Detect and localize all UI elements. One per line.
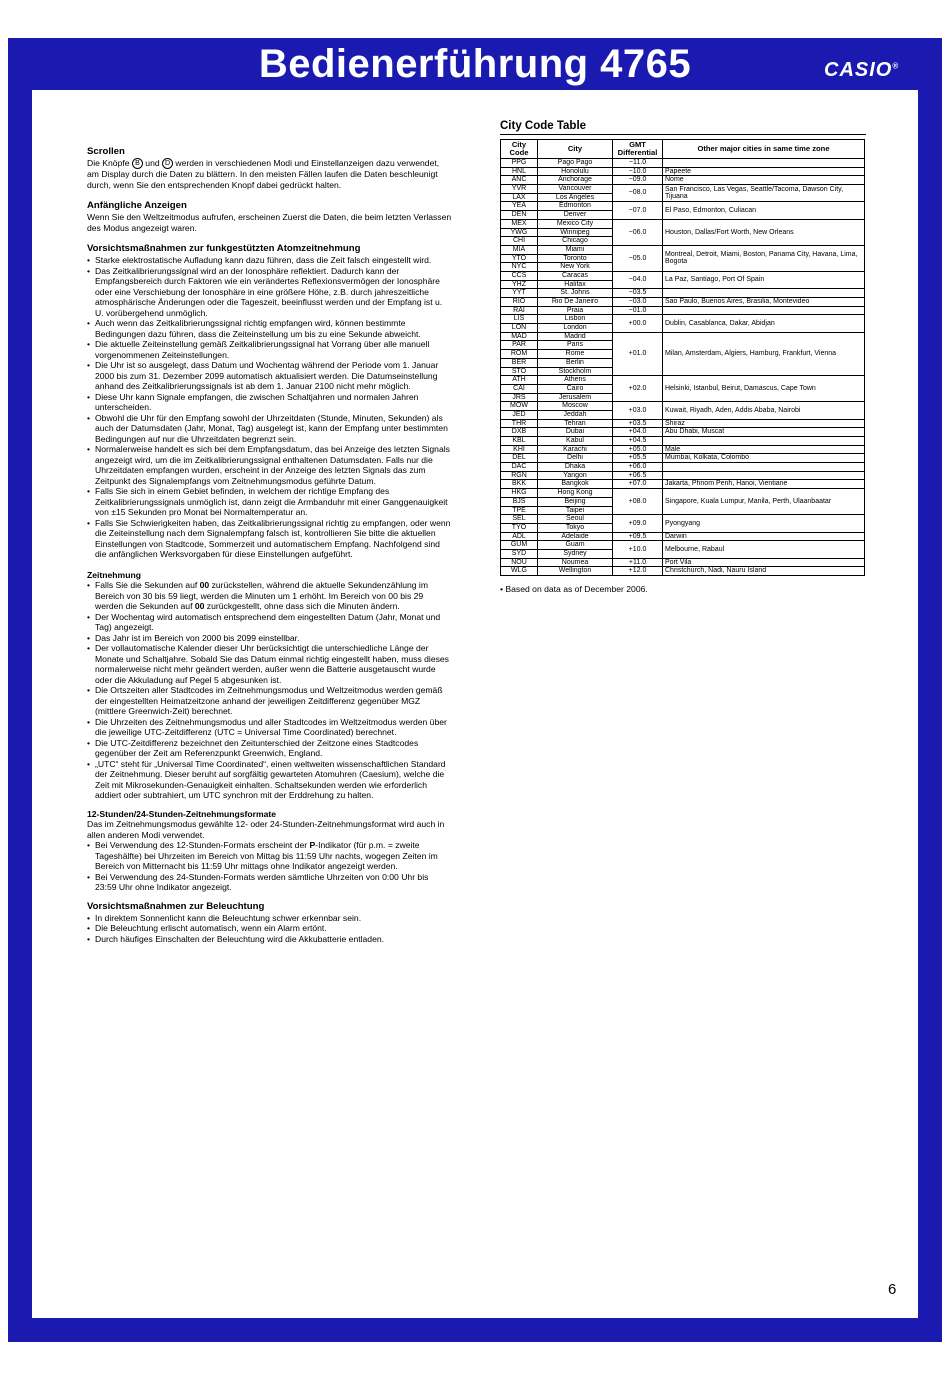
city-code-cell: CHI bbox=[501, 237, 538, 246]
other-cities-cell: Darwin bbox=[663, 532, 865, 541]
city-name-cell: Bangkok bbox=[538, 480, 613, 489]
city-name-cell: Praia bbox=[538, 306, 613, 315]
city-code-cell: LAX bbox=[501, 193, 538, 202]
section-scrollen bbox=[87, 146, 452, 190]
city-code-cell: WLG bbox=[501, 567, 538, 576]
bullet-list bbox=[87, 840, 452, 893]
other-cities-cell: Christchurch, Nadi, Nauru Island bbox=[663, 567, 865, 576]
text-run: zurückgestellt, ohne dass sich die Minuten ändern. bbox=[204, 601, 400, 612]
other-cities-cell: Milan, Amsterdam, Algiers, Hamburg, Frankfurt, Vienna bbox=[663, 332, 865, 375]
list-item: • Der Wochentag wird automatisch entsprechend dem eingestellten Datum (Jahr, Monat und Tag) angezeigt. bbox=[87, 612, 452, 633]
other-cities-cell: Mumbai, Kolkata, Colombo bbox=[663, 454, 865, 463]
city-name-cell: Seoul bbox=[538, 515, 613, 524]
table-row bbox=[501, 541, 865, 550]
section-heading: Vorsichtsmaßnahmen zur Beleuchtung bbox=[87, 900, 265, 912]
city-code-cell: MAD bbox=[501, 332, 538, 341]
gmt-differential-cell: +09.5 bbox=[613, 532, 663, 541]
right-column bbox=[500, 120, 866, 594]
city-name-cell: Kabul bbox=[538, 437, 613, 446]
table-row bbox=[501, 315, 865, 324]
list-item: • Auch wenn das Zeitkalibrierungssignal richtig empfangen wird, können bestimmte Bedingungen dazu führen, dass die Zeiteinstellung um bis zu eine Sekunde abweicht. bbox=[87, 318, 452, 339]
gmt-differential-cell: −05.0 bbox=[613, 245, 663, 271]
city-code-cell: PAR bbox=[501, 341, 538, 350]
gmt-differential-cell: −08.0 bbox=[613, 185, 663, 202]
section-zeitformate bbox=[87, 809, 452, 893]
gmt-differential-cell: −11.0 bbox=[613, 159, 663, 168]
city-code-cell: HNL bbox=[501, 167, 538, 176]
city-name-cell: Jeddah bbox=[538, 410, 613, 419]
other-cities-cell: Houston, Dallas/Fort Worth, New Orleans bbox=[663, 219, 865, 245]
section-heading: Scrollen bbox=[87, 146, 125, 157]
city-code-table bbox=[500, 139, 865, 576]
city-name-cell: Honolulu bbox=[538, 167, 613, 176]
other-cities-cell bbox=[663, 471, 865, 480]
list-item: • Obwohl die Uhr für den Empfang sowohl der Uhrzeitdaten (Stunde, Minuten, Sekunden) als auch der Datumsdaten (Jahr, Monat, Tag) ausgelegt ist, kann der Empfang unter bestimmten Bedingungen auf nur die Uhrzeitdaten begrenzt sein. bbox=[87, 413, 452, 445]
gmt-differential-cell: +03.0 bbox=[613, 402, 663, 419]
table-header-row bbox=[501, 140, 865, 159]
table-row bbox=[501, 480, 865, 489]
other-cities-cell: San Francisco, Las Vegas, Seattle/Tacoma, Dawson City, Tijuana bbox=[663, 185, 865, 202]
table-row bbox=[501, 463, 865, 472]
city-code-cell: CCS bbox=[501, 271, 538, 280]
city-name-cell: Vancouver bbox=[538, 185, 613, 194]
text-run: Bei Verwendung des 12-Stunden-Formats erscheint der bbox=[95, 840, 310, 851]
gmt-differential-cell: +00.0 bbox=[613, 315, 663, 332]
city-name-cell: Caracas bbox=[538, 271, 613, 280]
city-name-cell: Tehran bbox=[538, 419, 613, 428]
other-cities-cell: La Paz, Santiago, Port Of Spain bbox=[663, 271, 865, 288]
gmt-differential-cell: +04.5 bbox=[613, 437, 663, 446]
list-item: • Falls Sie Schwierigkeiten haben, das Zeitkalibrierungssignal richtig zu empfangen, oder wenn die Zeiteinstellung nach dem Signalempfang falsch ist, kontrollieren Sie bitte die aktuellen Einstellungen von Stadtcode, Sommerzeit und automatischem Empfang. Nachfolgend sind die anfänglichen Werksvorgaben für diese Einstellungen aufgeführt. bbox=[87, 518, 452, 560]
city-name-cell: Mexico City bbox=[538, 219, 613, 228]
table-row bbox=[501, 515, 865, 524]
text-run: und bbox=[142, 158, 163, 168]
city-name-cell: Noumea bbox=[538, 558, 613, 567]
p-indicator: P bbox=[309, 840, 316, 851]
city-code-cell: RAI bbox=[501, 306, 538, 315]
text-run: Falls Sie die Sekunden auf bbox=[95, 580, 200, 591]
city-name-cell: St. Johns bbox=[538, 289, 613, 298]
city-name-cell: Taipei bbox=[538, 506, 613, 515]
list-item: • Die Ortszeiten aller Stadtcodes im Zeitnehmungsmodus und Weltzeitmodus werden gemäß der eingestellten Heimatzeitzone anhand der jeweiligen Zeitdifferenz gegenüber MGZ (mittlere Greenwich-Zeit) berechnet. bbox=[87, 685, 452, 717]
list-item: • Diese Uhr kann Signale empfangen, die zwischen Schaltjahren und normalen Jahren unterscheiden. bbox=[87, 392, 452, 413]
city-code-cell: PPG bbox=[501, 159, 538, 168]
city-code-cell: KBL bbox=[501, 437, 538, 446]
city-name-cell: Denver bbox=[538, 211, 613, 220]
table-row bbox=[501, 419, 865, 428]
section-text: Wenn Sie den Weltzeitmodus aufrufen, erscheinen Zuerst die Daten, die beim letzten Verlassen des Modus angezeigt waren. bbox=[87, 212, 452, 233]
city-code-cell: KHI bbox=[501, 445, 538, 454]
city-name-cell: Dubai bbox=[538, 428, 613, 437]
table-row bbox=[501, 306, 865, 315]
other-cities-cell: El Paso, Edmonton, Culiacan bbox=[663, 202, 865, 219]
city-name-cell: Anchorage bbox=[538, 176, 613, 185]
city-name-cell: Moscow bbox=[538, 402, 613, 411]
table-row bbox=[501, 428, 865, 437]
list-item: • Die Uhrzeiten des Zeitnehmungsmodus und aller Stadtcodes im Weltzeitmodus werden über die jeweilige UTC-Zeitdifferenz (UTC = Universal Time Coordinated) berechnet. bbox=[87, 717, 452, 738]
footnote-text: Based on data as of December 2006. bbox=[505, 584, 648, 594]
button-d-symbol: D bbox=[162, 158, 173, 169]
city-name-cell: Halifax bbox=[538, 280, 613, 289]
city-code-cell: YYT bbox=[501, 289, 538, 298]
city-name-cell: Tokyo bbox=[538, 523, 613, 532]
table-row bbox=[501, 532, 865, 541]
city-code-cell: STO bbox=[501, 367, 538, 376]
table-footnote: • Based on data as of December 2006. bbox=[500, 584, 648, 594]
table-row bbox=[501, 567, 865, 576]
list-item: • Normalerweise handelt es sich bei dem Empfangsdatum, das bei Anzeige des letzten Signals angezeigt wird, um die im Zeitkalibrierungssignal enthaltenen Datumsdaten. Falls nur die Uhrzeitdaten empfangen wurden, erscheint in der Anzeige des letzten Signals das zum Zeitpunkt des Signalempfangs vom Zeitnehmungsmodus geführte Datum. bbox=[87, 444, 452, 486]
city-name-cell: Dhaka bbox=[538, 463, 613, 472]
gmt-differential-cell: +09.0 bbox=[613, 515, 663, 532]
other-cities-cell: Male bbox=[663, 445, 865, 454]
city-name-cell: Paris bbox=[538, 341, 613, 350]
other-cities-cell bbox=[663, 306, 865, 315]
gmt-differential-cell: +05.5 bbox=[613, 454, 663, 463]
section-heading: 12-Stunden/24-Stunden-Zeitnehmungsformate bbox=[87, 808, 277, 819]
text-run: werden in verschiedenen Modi und Einstellanzeigen dazu verwendet, am Display durch die Daten zu blättern. In den meisten Fällen laufen die Daten beschleunigt durch, wenn Sie den entsprechenden Knopf dabei gedrückt halten. bbox=[87, 158, 440, 190]
city-code-cell: GUM bbox=[501, 541, 538, 550]
city-name-cell: Wellington bbox=[538, 567, 613, 576]
list-item: • Falls Sie sich in einem Gebiet befinden, in welchem der richtige Empfang des Zeitkalibrierungssignals unmöglich ist, dann zeigt die Armbanduhr mit einer Ganggenauigkeit von ±15 Sekunden pro Monat bei Normaltemperatur an. bbox=[87, 486, 452, 518]
table-row bbox=[501, 332, 865, 341]
city-code-cell: DAC bbox=[501, 463, 538, 472]
other-cities-cell: Montreal, Detroit, Miami, Boston, Panama City, Havana, Lima, Bogota bbox=[663, 245, 865, 271]
other-cities-cell bbox=[663, 463, 865, 472]
section-anfaengliche-anzeigen bbox=[87, 200, 452, 233]
city-code-cell: SYD bbox=[501, 549, 538, 558]
gmt-differential-cell: −01.0 bbox=[613, 306, 663, 315]
other-cities-cell: Sao Paulo, Buenos Aires, Brasilia, Montevideo bbox=[663, 298, 865, 307]
city-code-cell: MIA bbox=[501, 245, 538, 254]
city-name-cell: Rome bbox=[538, 350, 613, 359]
gmt-differential-cell: +06.0 bbox=[613, 463, 663, 472]
city-name-cell: Los Angeles bbox=[538, 193, 613, 202]
gmt-differential-cell: +03.5 bbox=[613, 419, 663, 428]
city-name-cell: Guam bbox=[538, 541, 613, 550]
city-code-cell: YTO bbox=[501, 254, 538, 263]
other-cities-cell: Pyongyang bbox=[663, 515, 865, 532]
list-item: • Die Beleuchtung erlischt automatisch, wenn ein Alarm ertönt. bbox=[87, 923, 452, 934]
bullet-list bbox=[87, 255, 452, 560]
other-cities-cell: Port Vila bbox=[663, 558, 865, 567]
list-item bbox=[87, 840, 452, 872]
city-name-cell: Chicago bbox=[538, 237, 613, 246]
logo-text: CASIO bbox=[824, 59, 893, 81]
list-item: • Bei Verwendung des 24-Stunden-Formats werden sämtliche Uhrzeiten von 0:00 Uhr bis 23:59 Uhr ohne Indikator angezeigt. bbox=[87, 872, 452, 893]
other-cities-cell: Kuwait, Riyadh, Aden, Addis Ababa, Nairobi bbox=[663, 402, 865, 419]
list-item: • Die UTC-Zeitdifferenz bezeichnet den Zeitunterschied der Zeitzone eines Stadtcodes gegenüber der Zeit am Referenzpunkt Greenwich, England. bbox=[87, 738, 452, 759]
table-row bbox=[501, 219, 865, 228]
city-name-cell: Beijing bbox=[538, 497, 613, 506]
city-name-cell: London bbox=[538, 324, 613, 333]
other-cities-cell: Jakarta, Phnom Penh, Hanoi, Vientiane bbox=[663, 480, 865, 489]
text-run-bold: 00 bbox=[199, 580, 210, 591]
city-code-cell: BKK bbox=[501, 480, 538, 489]
city-name-cell: Cairo bbox=[538, 384, 613, 393]
city-name-cell: Berlin bbox=[538, 358, 613, 367]
section-heading: Zeitnehmung bbox=[87, 569, 141, 580]
city-name-cell: New York bbox=[538, 263, 613, 272]
header-city-code: City Code bbox=[501, 140, 538, 159]
city-code-cell: SEL bbox=[501, 515, 538, 524]
city-name-cell: Pago Pago bbox=[538, 159, 613, 168]
table-row bbox=[501, 402, 865, 411]
city-code-cell: JED bbox=[501, 410, 538, 419]
casio-logo bbox=[824, 59, 899, 82]
city-code-cell: BER bbox=[501, 358, 538, 367]
table-body bbox=[501, 159, 865, 576]
city-name-cell: Yangon bbox=[538, 471, 613, 480]
city-code-cell: LON bbox=[501, 324, 538, 333]
city-code-cell: ATH bbox=[501, 376, 538, 385]
city-code-cell: MEX bbox=[501, 219, 538, 228]
city-code-cell: BJS bbox=[501, 497, 538, 506]
city-name-cell: Winnipeg bbox=[538, 228, 613, 237]
city-code-cell: CAI bbox=[501, 384, 538, 393]
city-code-cell: YVR bbox=[501, 185, 538, 194]
city-name-cell: Lisbon bbox=[538, 315, 613, 324]
table-row bbox=[501, 176, 865, 185]
city-code-cell: DEN bbox=[501, 211, 538, 220]
city-name-cell: Miami bbox=[538, 245, 613, 254]
list-item: • Die aktuelle Zeiteinstellung gemäß Zeitkalibrierungssignal hat Vorrang über alle manuell vorgenommenen Zeiteinstellungen. bbox=[87, 339, 452, 360]
gmt-differential-cell: +12.0 bbox=[613, 567, 663, 576]
bullet-list bbox=[87, 913, 452, 945]
gmt-differential-cell: −10.0 bbox=[613, 167, 663, 176]
list-item: • Starke elektrostatische Aufladung kann dazu führen, dass die Zeit falsch eingestellt wird. bbox=[87, 255, 452, 266]
list-item: • In direktem Sonnenlicht kann die Beleuchtung schwer erkennbar sein. bbox=[87, 913, 452, 924]
city-code-cell: ROM bbox=[501, 350, 538, 359]
left-column bbox=[87, 146, 452, 954]
table-row bbox=[501, 245, 865, 254]
section-zeitnehmung bbox=[87, 570, 452, 801]
city-code-cell: NYC bbox=[501, 263, 538, 272]
section-atomzeitnehmung bbox=[87, 243, 452, 560]
other-cities-cell: Singapore, Kuala Lumpur, Manila, Perth, Ulaanbaatar bbox=[663, 489, 865, 515]
table-row bbox=[501, 167, 865, 176]
city-name-cell: Jerusalem bbox=[538, 393, 613, 402]
city-code-cell: YEA bbox=[501, 202, 538, 211]
gmt-differential-cell: +01.0 bbox=[613, 332, 663, 375]
other-cities-cell: Helsinki, Istanbul, Beirut, Damascus, Cape Town bbox=[663, 376, 865, 402]
gmt-differential-cell: +08.0 bbox=[613, 489, 663, 515]
other-cities-cell: Dublin, Casablanca, Dakar, Abidjan bbox=[663, 315, 865, 332]
other-cities-cell: Papeete bbox=[663, 167, 865, 176]
list-item: • Das Zeitkalibrierungssignal wird an der Ionosphäre reflektiert. Dadurch kann der Empfangsbereich durch Faktoren wie ein verändertes Reflexionsvermögen der Ionosphäre oder eine Verschiebung der Ionosphäre in eine größere Höhe, z.B. durch jahreszeitliche atmosphärische Änderungen oder die Tageszeit, beeinflusst werden und der Empfang ist u. U. vorübergehend unmöglich. bbox=[87, 266, 452, 319]
city-code-cell: YHZ bbox=[501, 280, 538, 289]
city-name-cell: Madrid bbox=[538, 332, 613, 341]
page-title: Bedienerführung 4765 bbox=[258, 42, 692, 86]
other-cities-cell bbox=[663, 437, 865, 446]
text-run: Die Knöpfe bbox=[87, 158, 132, 168]
gmt-differential-cell: −03.5 bbox=[613, 289, 663, 298]
city-code-cell: HKG bbox=[501, 489, 538, 498]
page-number: 6 bbox=[888, 1281, 897, 1298]
city-code-cell: MOW bbox=[501, 402, 538, 411]
gmt-differential-cell: +06.5 bbox=[613, 471, 663, 480]
table-row bbox=[501, 376, 865, 385]
city-name-cell: Toronto bbox=[538, 254, 613, 263]
table-row bbox=[501, 445, 865, 454]
city-name-cell: Edmonton bbox=[538, 202, 613, 211]
table-row bbox=[501, 185, 865, 194]
list-item bbox=[87, 580, 452, 612]
list-item: • Das Jahr ist im Bereich von 2000 bis 2099 einstellbar. bbox=[87, 633, 452, 644]
bullet-list bbox=[87, 580, 452, 801]
city-code-cell: THR bbox=[501, 419, 538, 428]
other-cities-cell bbox=[663, 289, 865, 298]
header-other-cities: Other major cities in same time zone bbox=[663, 140, 865, 159]
table-title: City Code Table bbox=[500, 120, 866, 135]
other-cities-cell: Abu Dhabi, Muscat bbox=[663, 428, 865, 437]
city-name-cell: Sydney bbox=[538, 549, 613, 558]
other-cities-cell: Shiraz bbox=[663, 419, 865, 428]
city-code-cell: RIO bbox=[501, 298, 538, 307]
list-item: • „UTC“ steht für „Universal Time Coordinated“, einen weltweiten wissenschaftlichen Standard der Zeitnehmung. Dieser beruht auf sorgfältig gewarteten Atomuhren (Caesium), welche die Zeit mit Mikrosekunden-Genauigkeit einhalten. Schaltsekunden werden wie erforderlich addiert oder subtrahiert, um UTC synchron mit der Erddrehung zu halten. bbox=[87, 759, 452, 801]
list-item: • Die Uhr ist so ausgelegt, dass Datum und Wochentag während der Periode vom 1. Januar 2000 bis zum 31. Dezember 2099 automatisch aktualisiert werden. Die Datumseinstellung anhand des Zeitkalibrierungssignals ist ab dem 1. Januar 2100 nicht mehr möglich. bbox=[87, 360, 452, 392]
list-item: • Durch häufiges Einschalten der Beleuchtung wird die Akkubatterie entladen. bbox=[87, 934, 452, 945]
city-code-cell: DEL bbox=[501, 454, 538, 463]
table-row bbox=[501, 437, 865, 446]
city-name-cell: Stockholm bbox=[538, 367, 613, 376]
city-code-cell: LIS bbox=[501, 315, 538, 324]
gmt-differential-cell: +07.0 bbox=[613, 480, 663, 489]
table-row bbox=[501, 471, 865, 480]
city-code-cell: RGN bbox=[501, 471, 538, 480]
section-beleuchtung bbox=[87, 901, 452, 945]
button-b-symbol: B bbox=[132, 158, 143, 169]
city-name-cell: Hong Kong bbox=[538, 489, 613, 498]
gmt-differential-cell: +05.0 bbox=[613, 445, 663, 454]
registered-mark: ® bbox=[892, 61, 900, 71]
gmt-differential-cell: −03.0 bbox=[613, 298, 663, 307]
table-row bbox=[501, 558, 865, 567]
gmt-differential-cell: −06.0 bbox=[613, 219, 663, 245]
section-text bbox=[87, 158, 452, 190]
table-row bbox=[501, 159, 865, 168]
city-name-cell: Delhi bbox=[538, 454, 613, 463]
city-code-cell: ADL bbox=[501, 532, 538, 541]
table-row bbox=[501, 271, 865, 280]
other-cities-cell: Melbourne, Rabaul bbox=[663, 541, 865, 558]
other-cities-cell bbox=[663, 159, 865, 168]
section-heading: Vorsichtsmaßnahmen zur funkgestützten Atomzeitnehmung bbox=[87, 243, 361, 255]
section-heading: Anfängliche Anzeigen bbox=[87, 200, 187, 212]
header-city: City bbox=[538, 140, 613, 159]
gmt-differential-cell: +10.0 bbox=[613, 541, 663, 558]
text-run-bold: 00 bbox=[194, 601, 205, 612]
table-row bbox=[501, 298, 865, 307]
text-run: zurückstellen, während die aktuelle Sekundenzählung im Bereich von 30 bis 59 liegt, werden die Minuten um 1 erhöht. Im Bereich von 00 bis 29 werden die Sekunden auf bbox=[95, 580, 428, 612]
city-code-cell: NOU bbox=[501, 558, 538, 567]
table-row bbox=[501, 489, 865, 498]
text-run: -Indikator (für p.m. = zweite Tageshälfte) bei Uhrzeiten im Bereich von Mittag bis 11:59 Uhr nachts, wogegen Zeiten im Bereich von Mitternacht bis 11:59 Uhr mittags ohne Indikator angezeigt werden. bbox=[95, 840, 438, 872]
header-gmt: GMT Differential bbox=[613, 140, 663, 159]
city-name-cell: Adelaide bbox=[538, 532, 613, 541]
table-row bbox=[501, 289, 865, 298]
gmt-differential-cell: −04.0 bbox=[613, 271, 663, 288]
list-item: • Der vollautomatische Kalender dieser Uhr berücksichtigt die unterschiedliche Länge der Monate und Schaltjahre. Sobald Sie das Datum einmal richtig eingestellt haben, muss dieses normalerweise nicht mehr geändert werden, außer wenn die Batterie ausgetauscht wurde oder die Akkuladung auf Pegel 5 abgesunken ist. bbox=[87, 643, 452, 685]
section-text: Das im Zeitnehmungsmodus gewählte 12- oder 24-Stunden-Zeitnehmungsformat wird auch in allen anderen Modi verwendet. bbox=[87, 819, 445, 840]
city-name-cell: Athens bbox=[538, 376, 613, 385]
city-code-cell: DXB bbox=[501, 428, 538, 437]
gmt-differential-cell: +04.0 bbox=[613, 428, 663, 437]
city-code-cell: YWG bbox=[501, 228, 538, 237]
table-row bbox=[501, 454, 865, 463]
gmt-differential-cell: −07.0 bbox=[613, 202, 663, 219]
city-name-cell: Rio De Janeiro bbox=[538, 298, 613, 307]
gmt-differential-cell: −09.0 bbox=[613, 176, 663, 185]
gmt-differential-cell: +02.0 bbox=[613, 376, 663, 402]
city-name-cell: Karachi bbox=[538, 445, 613, 454]
city-code-cell: TYO bbox=[501, 523, 538, 532]
city-code-cell: JRS bbox=[501, 393, 538, 402]
table-row bbox=[501, 202, 865, 211]
city-code-cell: TPE bbox=[501, 506, 538, 515]
city-code-cell: ANC bbox=[501, 176, 538, 185]
other-cities-cell: Nome bbox=[663, 176, 865, 185]
gmt-differential-cell: +11.0 bbox=[613, 558, 663, 567]
